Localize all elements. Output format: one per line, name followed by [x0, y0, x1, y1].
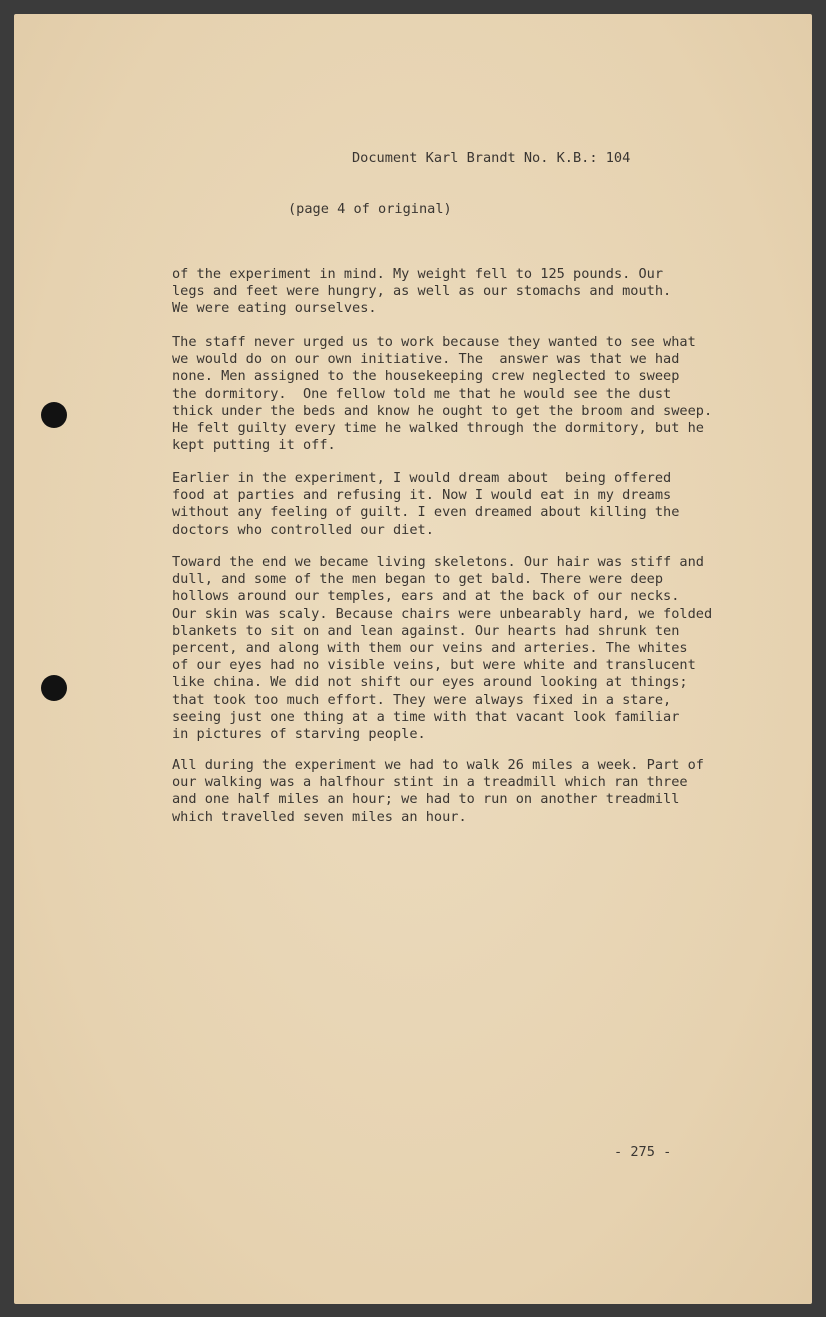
paragraph-1: of the experiment in mind. My weight fell to 125 pounds. Our legs and feet were hungry, as well as our stomachs and mouth. We were eating ourselves.: [172, 266, 672, 317]
paragraph-2: The staff never urged us to work because they wanted to see what we would do on our own initiative. The answer was that we had none. Men assigned to the housekeeping crew neglected to sweep the dormitory. One fellow told me that he would see the dust thick under the beds and know he ought to get the broom and sweep. He felt guilty every time he walked through the dormitory, but he kept putting it off.: [172, 334, 713, 454]
paragraph-5: All during the experiment we had to walk 26 miles a week. Part of our walking was a halfhour stint in a treadmill which ran three and one half miles an hour; we had to run on another treadmill which travelled seven miles an hour.: [172, 757, 704, 825]
original-page-reference: (page 4 of original): [288, 201, 452, 217]
punch-hole-top: [41, 402, 67, 428]
punch-hole-bottom: [41, 675, 67, 701]
document-header: Document Karl Brandt No. K.B.: 104: [352, 150, 631, 166]
paragraph-3: Earlier in the experiment, I would dream about being offered food at parties and refusing it. Now I would eat in my dreams without any feeling of guilt. I even dreamed about killing the doctors who controlled our diet.: [172, 470, 680, 538]
page-number: - 275 -: [614, 1144, 672, 1160]
paragraph-4: Toward the end we became living skeletons. Our hair was stiff and dull, and some of the men began to get bald. There were deep hollows around our temples, ears and at the back of our necks. Our skin was scaly. Because chairs were unbearably hard, we folded blankets to sit on and lean against. Our hearts had shrunk ten percent, and along with them our veins and arteries. The whites of our eyes had no visible veins, but were white and translucent like china. We did not shift our eyes around looking at things; that took too much effort. They were always fixed in a stare, seeing just one thing at a time with that vacant look familiar in pictures of starving people.: [172, 554, 713, 743]
